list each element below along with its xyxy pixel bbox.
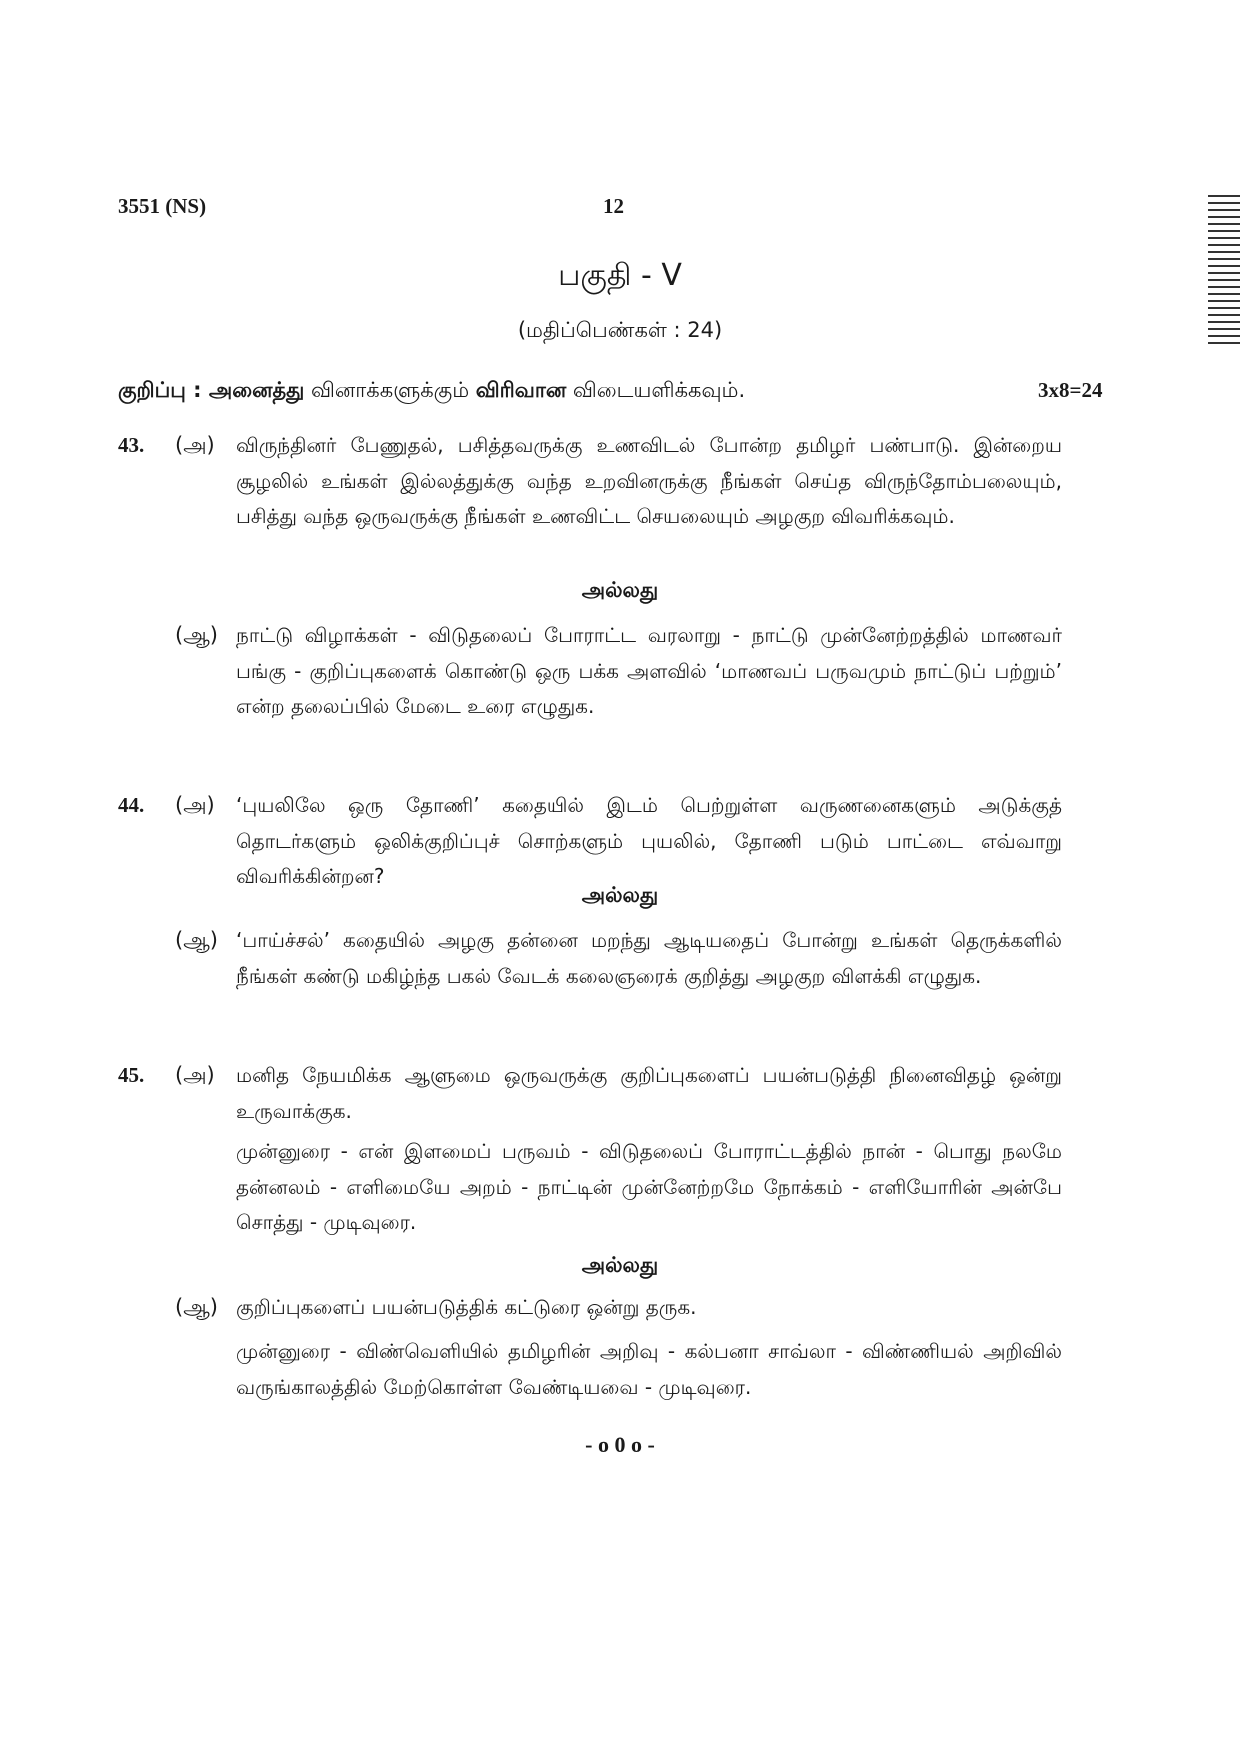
- question-number: 43.: [118, 433, 145, 457]
- question-number: 45.: [118, 1063, 145, 1087]
- end-mark: - o 0 o -: [585, 1432, 655, 1457]
- section-title: பகுதி - V: [558, 258, 682, 293]
- page-number: 12: [603, 194, 624, 218]
- option-b-text: குறிப்புகளைப் பயன்படுத்திக் கட்டுரை ஒன்று தருக.: [236, 1295, 697, 1319]
- option-b-text: நாட்டு விழாக்கள் - விடுதலைப் போராட்ட வரலாறு - நாட்டு முன்னேற்றத்தில் மாணவர் பங்கு - குறிப்புகளைக் கொண்டு ஒரு பக்க அளவில் ‘மாணவப் பருவமும் நாட்டுப் பற்றும்’ என்ற தலைப்பில் மேடை உரை எழுதுக.: [236, 623, 1062, 718]
- option-a-text: விருந்தினர் பேணுதல், பசித்தவருக்கு உணவிடல் போன்ற தமிழர் பண்பாடு. இன்றைய சூழலில் உங்கள் இல்லத்துக்கு வந்த உறவினருக்கு நீங்கள் செய்த விருந்தோம்பலையும், பசித்து வந்த ஒருவருக்கு நீங்கள் உணவிட்ட செயலையும் அழகுற விவரிக்கவும்.: [236, 433, 1062, 528]
- option-b-label: (ஆ): [175, 928, 218, 952]
- note-text-2: விடையளிக்கவும்.: [566, 378, 746, 402]
- option-a-label: (அ): [175, 433, 215, 457]
- option-b-text: ‘பாய்ச்சல்’ கதையில் அழகு தன்னை மறந்து ஆடியதைப் போன்று உங்கள் தெருக்களில் நீங்கள் கண்டு மகிழ்ந்த பகல் வேடக் கலைஞரைக் குறித்து அழகுற விளக்கி எழுதுக.: [236, 928, 1062, 988]
- question-number: 44.: [118, 793, 145, 817]
- or-separator: அல்லது: [581, 1253, 659, 1277]
- option-a-text: மனித நேயமிக்க ஆளுமை ஒருவருக்கு குறிப்புகளைப் பயன்படுத்தி நினைவிதழ் ஒன்று உருவாக்குக.: [236, 1063, 1062, 1123]
- note-text-1: வினாக்களுக்கும்: [304, 378, 476, 402]
- option-a-label: (அ): [175, 793, 215, 817]
- note-label: குறிப்பு :: [118, 378, 209, 402]
- note-bold-2: விரிவான: [475, 378, 567, 402]
- instruction-note: [118, 378, 745, 405]
- note-bold-1: அனைத்து: [208, 378, 305, 402]
- paper-code: 3551 (NS): [118, 194, 207, 218]
- or-separator: அல்லது: [581, 883, 659, 907]
- option-a-label: (அ): [175, 1063, 215, 1087]
- note-score: 3x8=24: [1038, 378, 1103, 402]
- option-b-label: (ஆ): [175, 1295, 218, 1319]
- option-b-points: முன்னுரை - விண்வெளியில் தமிழரின் அறிவு - கல்பனா சாவ்லா - விண்ணியல் அறிவில் வருங்காலத்தில் மேற்கொள்ள வேண்டியவை - முடிவுரை.: [236, 1339, 1062, 1399]
- or-separator: அல்லது: [581, 578, 659, 602]
- option-a-text: ‘புயலிலே ஒரு தோணி’ கதையில் இடம் பெற்றுள்ள வருணனைகளும் அடுக்குத் தொடர்களும் ஒலிக்குறிப்புச் சொற்களும் புயலில், தோணி படும் பாட்டை எவ்வாறு விவரிக்கின்றன?: [236, 793, 1062, 888]
- section-marks: (மதிப்பெண்கள் : 24): [517, 318, 723, 342]
- option-a-points: முன்னுரை - என் இளமைப் பருவம் - விடுதலைப் போராட்டத்தில் நான் - பொது நலமே தன்னலம் - எளிமையே அறம் - நாட்டின் முன்னேற்றமே நோக்கம் - எளியோரின் அன்பே சொத்து - முடிவுரை.: [236, 1139, 1062, 1234]
- option-b-label: (ஆ): [175, 623, 218, 647]
